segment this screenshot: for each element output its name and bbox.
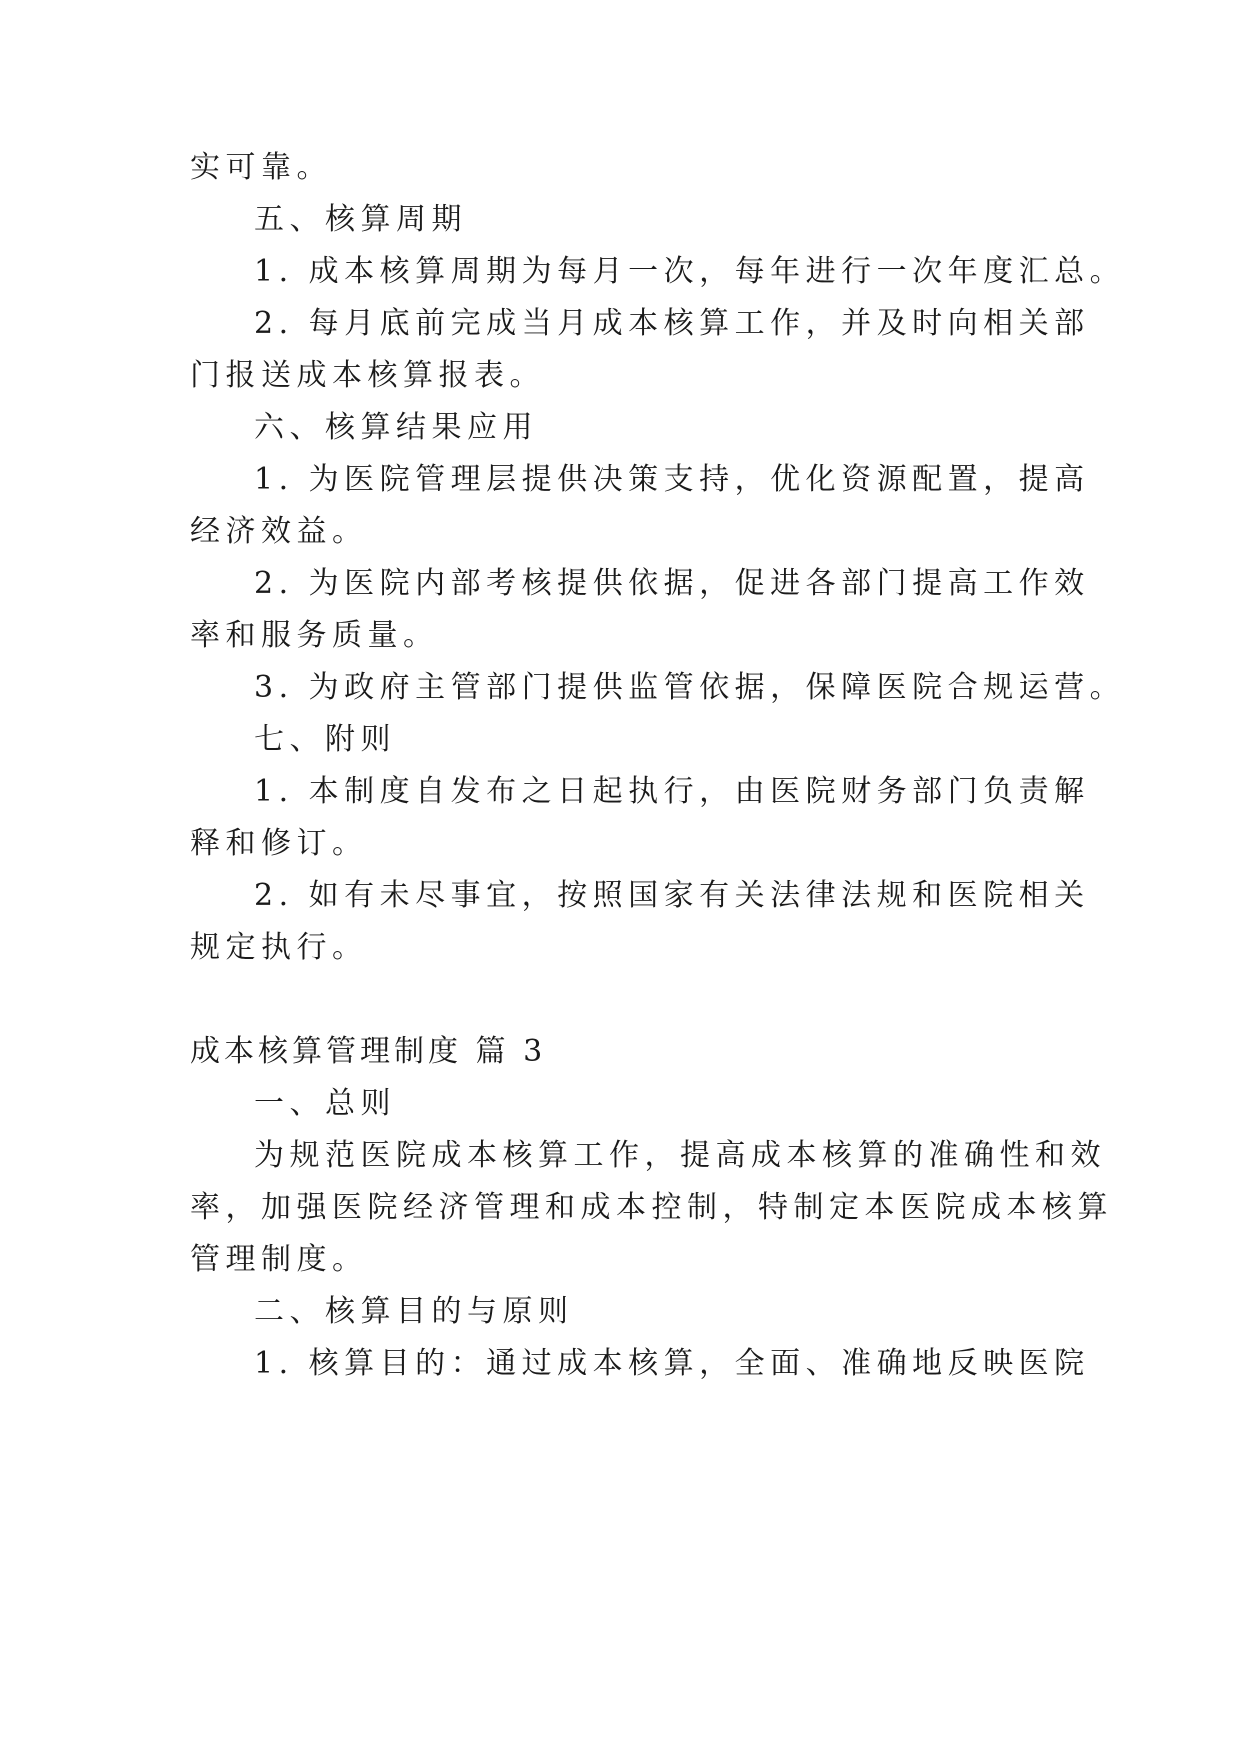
section-6-item-1-line-1: 1. 为医院管理层提供决策支持，优化资源配置，提高 [254,462,1090,497]
part-3-section-1-heading: 一、总则 [254,1086,396,1121]
part-3-section-1-line-3: 管理制度。 [190,1242,368,1277]
section-5-item-2-line-1: 2. 每月底前完成当月成本核算工作，并及时向相关部 [254,306,1090,341]
section-5-item-2-line-2: 门报送成本核算报表。 [190,358,545,393]
paragraph-tail: 实可靠。 [190,150,332,185]
part-3-section-2-heading: 二、核算目的与原则 [254,1294,574,1329]
section-6-item-1-line-2: 经济效益。 [190,514,368,549]
section-7-item-1-line-1: 1. 本制度自发布之日起执行，由医院财务部门负责解 [254,774,1090,809]
section-5-item-1: 1. 成本核算周期为每月一次，每年进行一次年度汇总。 [254,254,1126,289]
part-3-section-2-item-1-line-1: 1. 核算目的：通过成本核算，全面、准确地反映医院 [254,1346,1090,1381]
section-7-item-2-line-2: 规定执行。 [190,930,368,965]
section-7-item-2-line-1: 2. 如有未尽事宜，按照国家有关法律法规和医院相关 [254,878,1090,913]
section-6-item-3: 3. 为政府主管部门提供监管依据，保障医院合规运营。 [254,670,1126,705]
section-7-item-1-line-2: 释和修订。 [190,826,368,861]
part-3-title: 成本核算管理制度 篇 3 [190,1034,547,1069]
section-6-item-2-line-1: 2. 为医院内部考核提供依据，促进各部门提高工作效 [254,566,1090,601]
section-5-heading: 五、核算周期 [254,202,467,237]
section-6-item-2-line-2: 率和服务质量。 [190,618,439,653]
part-3-section-1-line-1: 为规范医院成本核算工作，提高成本核算的准确性和效 [254,1138,1106,1173]
part-3-section-1-line-2: 率，加强医院经济管理和成本控制，特制定本医院成本核算 [190,1190,1113,1225]
section-7-heading: 七、附则 [254,722,396,757]
section-6-heading: 六、核算结果应用 [254,410,538,445]
